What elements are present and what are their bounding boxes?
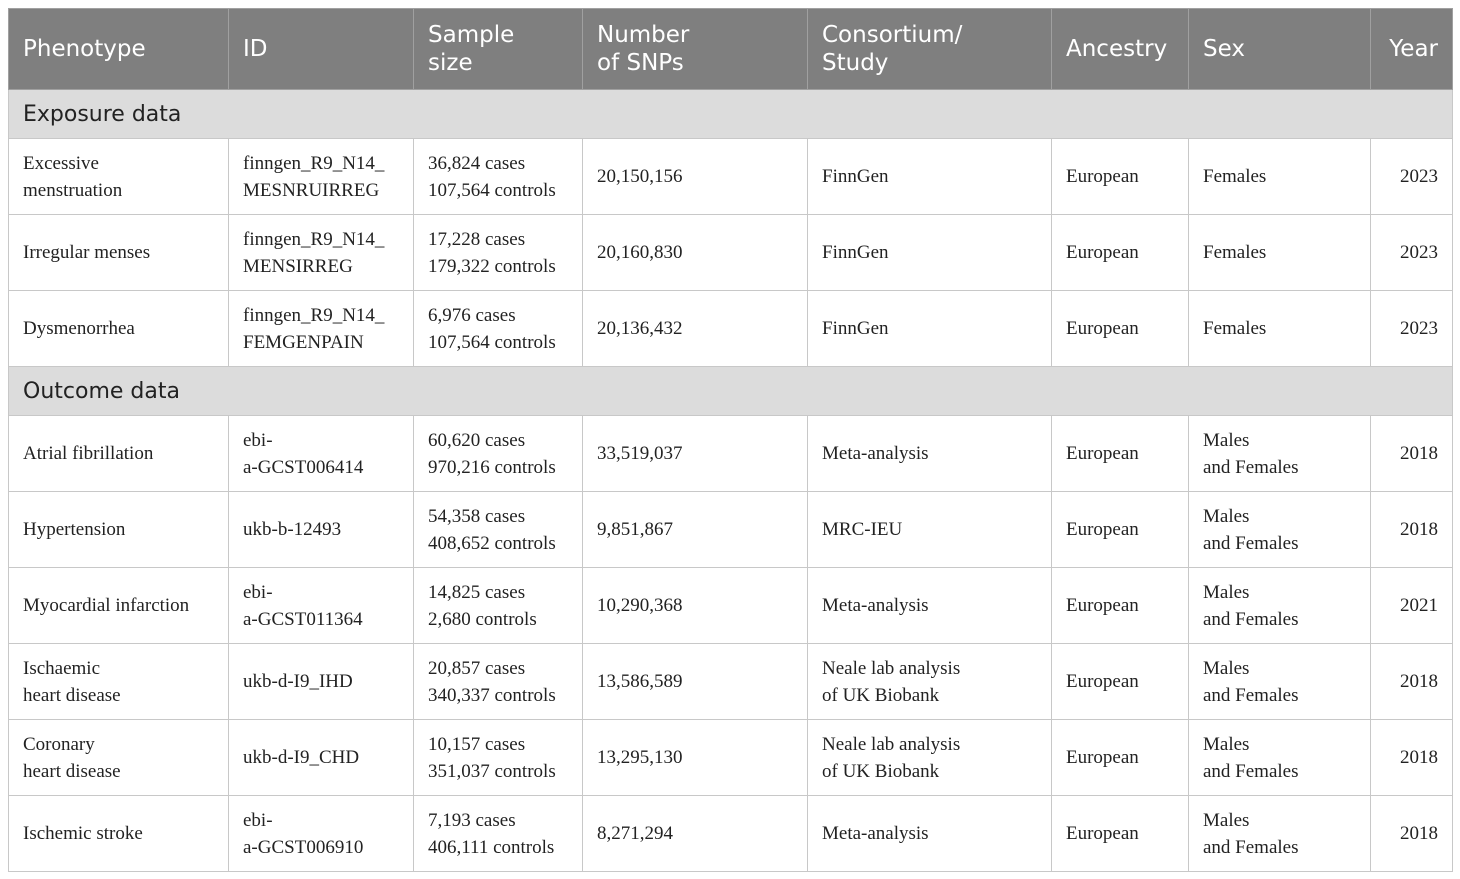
column-header-consortium-study: Consortium/ Study xyxy=(808,9,1052,90)
cell-id: finngen_R9_N14_ MENSIRREG xyxy=(229,215,414,291)
cell-consortium-study: Meta-analysis xyxy=(808,796,1052,872)
cell-id: finngen_R9_N14_ MESNRUIRREG xyxy=(229,139,414,215)
cell-year: 2018 xyxy=(1371,416,1453,492)
column-header-ancestry: Ancestry xyxy=(1052,9,1189,90)
cell-phenotype: Ischaemic heart disease xyxy=(9,644,229,720)
cell-number-of-snps: 33,519,037 xyxy=(583,416,808,492)
cell-consortium-study: FinnGen xyxy=(808,291,1052,367)
cell-sex: Females xyxy=(1189,215,1371,291)
cell-sex: Males and Females xyxy=(1189,720,1371,796)
cell-sex: Males and Females xyxy=(1189,796,1371,872)
cell-id: finngen_R9_N14_ FEMGENPAIN xyxy=(229,291,414,367)
cell-sex: Males and Females xyxy=(1189,492,1371,568)
cell-sex: Males and Females xyxy=(1189,644,1371,720)
cell-sex: Females xyxy=(1189,139,1371,215)
table-row xyxy=(9,796,1453,872)
table-row xyxy=(9,644,1453,720)
cell-number-of-snps: 20,136,432 xyxy=(583,291,808,367)
cell-sample-size: 54,358 cases 408,652 controls xyxy=(414,492,583,568)
cell-sample-size: 17,228 cases 179,322 controls xyxy=(414,215,583,291)
column-header-sex: Sex xyxy=(1189,9,1371,90)
column-header-sample-size: Sample size xyxy=(414,9,583,90)
table-row xyxy=(9,215,1453,291)
table-row xyxy=(9,568,1453,644)
column-header-year: Year xyxy=(1371,9,1453,90)
cell-sex: Males and Females xyxy=(1189,568,1371,644)
column-header-id: ID xyxy=(229,9,414,90)
table-header xyxy=(9,9,1453,90)
cell-sample-size: 60,620 cases 970,216 controls xyxy=(414,416,583,492)
cell-ancestry: European xyxy=(1052,139,1189,215)
cell-sex: Females xyxy=(1189,291,1371,367)
table-body xyxy=(9,90,1453,872)
cell-consortium-study: Neale lab analysis of UK Biobank xyxy=(808,644,1052,720)
cell-ancestry: European xyxy=(1052,720,1189,796)
cell-consortium-study: FinnGen xyxy=(808,139,1052,215)
cell-phenotype: Hypertension xyxy=(9,492,229,568)
cell-id: ukb-d-I9_IHD xyxy=(229,644,414,720)
cell-number-of-snps: 10,290,368 xyxy=(583,568,808,644)
cell-number-of-snps: 8,271,294 xyxy=(583,796,808,872)
cell-id: ebi- a-GCST006910 xyxy=(229,796,414,872)
cell-year: 2018 xyxy=(1371,492,1453,568)
cell-consortium-study: Meta-analysis xyxy=(808,416,1052,492)
cell-number-of-snps: 13,586,589 xyxy=(583,644,808,720)
cell-number-of-snps: 9,851,867 xyxy=(583,492,808,568)
cell-ancestry: European xyxy=(1052,644,1189,720)
table-row xyxy=(9,720,1453,796)
column-header-number-of-snps: Number of SNPs xyxy=(583,9,808,90)
cell-year: 2018 xyxy=(1371,644,1453,720)
cell-sample-size: 36,824 cases 107,564 controls xyxy=(414,139,583,215)
cell-phenotype: Dysmenorrhea xyxy=(9,291,229,367)
cell-year: 2018 xyxy=(1371,796,1453,872)
cell-sample-size: 14,825 cases 2,680 controls xyxy=(414,568,583,644)
cell-year: 2021 xyxy=(1371,568,1453,644)
table-row xyxy=(9,492,1453,568)
cell-number-of-snps: 13,295,130 xyxy=(583,720,808,796)
cell-phenotype: Ischemic stroke xyxy=(9,796,229,872)
cell-sex: Males and Females xyxy=(1189,416,1371,492)
cell-consortium-study: Neale lab analysis of UK Biobank xyxy=(808,720,1052,796)
cell-ancestry: European xyxy=(1052,568,1189,644)
cell-phenotype: Coronary heart disease xyxy=(9,720,229,796)
table-row xyxy=(9,416,1453,492)
cell-id: ebi- a-GCST006414 xyxy=(229,416,414,492)
section-row xyxy=(9,90,1453,139)
cell-id: ukb-b-12493 xyxy=(229,492,414,568)
cell-id: ebi- a-GCST011364 xyxy=(229,568,414,644)
section-row xyxy=(9,367,1453,416)
section-label: Exposure data xyxy=(9,90,1453,139)
cell-number-of-snps: 20,160,830 xyxy=(583,215,808,291)
cell-consortium-study: MRC-IEU xyxy=(808,492,1052,568)
cell-sample-size: 10,157 cases 351,037 controls xyxy=(414,720,583,796)
section-label: Outcome data xyxy=(9,367,1453,416)
column-header-phenotype: Phenotype xyxy=(9,9,229,90)
cell-number-of-snps: 20,150,156 xyxy=(583,139,808,215)
header-row xyxy=(9,9,1453,90)
cell-sample-size: 7,193 cases 406,111 controls xyxy=(414,796,583,872)
cell-ancestry: European xyxy=(1052,416,1189,492)
cell-year: 2023 xyxy=(1371,291,1453,367)
cell-ancestry: European xyxy=(1052,492,1189,568)
cell-year: 2023 xyxy=(1371,139,1453,215)
cell-id: ukb-d-I9_CHD xyxy=(229,720,414,796)
cell-year: 2018 xyxy=(1371,720,1453,796)
cell-phenotype: Excessive menstruation xyxy=(9,139,229,215)
cell-year: 2023 xyxy=(1371,215,1453,291)
data-table xyxy=(8,8,1453,872)
table-row xyxy=(9,139,1453,215)
cell-phenotype: Myocardial infarction xyxy=(9,568,229,644)
cell-ancestry: European xyxy=(1052,215,1189,291)
cell-consortium-study: Meta-analysis xyxy=(808,568,1052,644)
cell-sample-size: 6,976 cases 107,564 controls xyxy=(414,291,583,367)
table-row xyxy=(9,291,1453,367)
cell-sample-size: 20,857 cases 340,337 controls xyxy=(414,644,583,720)
cell-phenotype: Irregular menses xyxy=(9,215,229,291)
cell-phenotype: Atrial fibrillation xyxy=(9,416,229,492)
cell-ancestry: European xyxy=(1052,796,1189,872)
cell-consortium-study: FinnGen xyxy=(808,215,1052,291)
cell-ancestry: European xyxy=(1052,291,1189,367)
